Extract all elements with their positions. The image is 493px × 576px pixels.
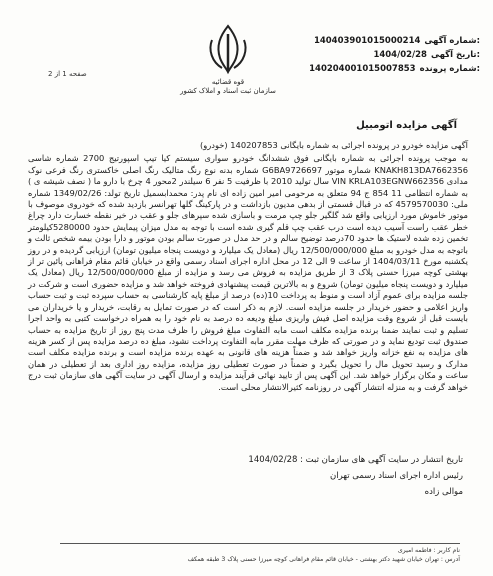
document-body xyxy=(28,140,468,395)
body-paragraph: به موجب پرونده اجرائی به شماره بایگانی فوق ششدانگ خودرو سواری سیستم کیا تیپ اسپورتیج 2700 شماره شاسی KNAKH813DA7662356 شماره موتور G6BA9726697 شماره بدنه نوع رنگ متالیک رنگ اصلی خاکستری رنگ فرعی نوک مدادی VIN KRLA103EGNW662356 سال تولید 2010 با ظرفیت 5 نفر 6 سیلندر 2محور 4 چرخ با دارو ما ( نصف شیشه ی ) به شماره انتظامی 11 854 ج 94 متعلق به مرحومی امیر امین زاده ای نام پدر: محمدابسمیل تاریخ تولد: 1349/02/26 شماره ملی: 4579570030 که در قبال قسمتی از بدهی مدیون بازداشت و در پارکینگ گلها تهرانسر بازدید شده که خودروی موصوف با موتور خاموش مورد ارزیابی واقع شد گلگیر جلو چپ مرمت و باسازی شده سپرهای جلو و عقب در خیر نقطه خسارت دارد چراغ خطر عقب راست آسیب دیده است درب عقب چپ قلم گیری شده است با توجه به مدل میزان پیمایش حدود 5280000کیلومتر تخمین زده شده لاستیک ها حدود 70درصد توضیح سالم و در حد مدل در صورت سالم بودن موتور و دارا بودن بیمه شخص ثالث و باتوجه به مدل خودرو به مبلغ 12/500/000/000 ریال (معادل یک میلیارد و دویست پنجاه میلیون تومان) ارزیابی گردیده و در روز یکشنبه مورخ 1404/03/11 از ساعت 9 الی 12 در محل اداره اجرای اسناد رسمی واقع در خیابان قائم مقام فراهانی پائین تر از بهشتی کوچه میرزا حسنی پلاک 3 از طریق مزایده به فروش می رسد و مزایده از مبلغ 12/500/000/000 ریال (معادل یک میلیارد و دویست پنجاه میلیون تومان) شروع و به بالاترین قیمت پیشنهادی فروخته خواهد شد و مزایده حضوری است و شرکت در جلسه مزایده برای عموم آزاد است و منوط به پرداخت 10(ده) درصد از مبلغ پایه کارشناسی به حساب سپرده ثبت و ثبت حساب واریز اعلامی و حضور خریدار در جلسه مزایده است. لازم به ذکر است که در صورت تمایل به رقابت، خریدار و یا خریداران می بایست قبل از شروع وقت مزایده اصل فیش واریزی مبلغ ودیعه ده درصد به نام خود را به همراه درخواست کتبی به واحد اجرا تسلیم و ثبت نمایند ضمنا برنده مزایده مکلف است مابه التفاوت مبلغ فروش را ظرف مدت پنج روز از تاریخ مزایده به حساب صندوق ثبت تودیع نماید و در صورتی که ظرف مهلت مقرر مابه التفاوت پرداخت نشود، مبلغ ده درصد مزایده پس از کسر هزینه های مزایده به نفع خزانه واریز خواهد شد و ضمناً هزینه های قانونی به عهده برنده مزایده است و برنده مزایده مکلف است مدارک و رسید تحویل مال را تحویل بگیرد و ضمناً در صورت تعطیلی روز مزایده، مزایده روز اداری بعد از تعطیلی در همان ساعت و مکان برگزار خواهد شد. این آگهی پس از تایید نهائی فرآیند مزایده و ارسال آگهی در سایت آگهی های سازمان ثبت درج خواهد گرفت و به منزله انتشار آگهی در روزنامه کثیرالانتشار محلی است. xyxy=(28,153,469,392)
case-number-value: 140204001015007853 xyxy=(309,64,416,74)
document-footer xyxy=(60,543,460,564)
publication-date-line: تاریخ انتشار در سایت آگهی های سازمان ثبت : 1404/02/28 xyxy=(248,455,463,465)
page-number: صفحه 1 از 2 xyxy=(48,70,87,78)
ad-number-label: شماره آگهی: xyxy=(424,36,480,46)
org-line-1: قوه قضائیه xyxy=(211,78,245,86)
document-title: آگهی مزایده اتومبیل xyxy=(356,120,457,131)
signature-block xyxy=(248,452,463,500)
footer-address: آدرس : تهران خیابان شهید دکتر بهشتی - خیابان قائم مقام فراهانی کوچه میرزا حسنی پلاک 3 طبقه همکف xyxy=(187,556,460,563)
signer-title: رئیس اداره اجرای اسناد رسمی تهران xyxy=(330,471,463,481)
ad-number-value: 140403901015000214 xyxy=(313,36,421,46)
ad-number-row xyxy=(300,34,480,48)
ad-date-label: تاریخ آگهی: xyxy=(430,50,480,60)
iran-emblem-icon xyxy=(198,20,258,78)
ad-meta-block xyxy=(300,34,480,76)
signer-name: موالی زاده xyxy=(424,487,463,497)
ad-date-value: 1404/02/28 xyxy=(373,50,427,60)
case-number-label: شماره پرونده: xyxy=(419,64,480,74)
case-number-row xyxy=(300,62,480,76)
org-line-2: سازمان ثبت اسناد و املاک کشور xyxy=(180,87,276,95)
organization-name xyxy=(178,78,278,96)
footer-user: نام کاربر : فاطمه امیری xyxy=(397,547,460,554)
subtitle: آگهی مزایده خودرو در پرونده اجرائی به شماره بایگانی 140207853 (خودرو) xyxy=(200,140,468,150)
ad-date-row xyxy=(300,48,480,62)
